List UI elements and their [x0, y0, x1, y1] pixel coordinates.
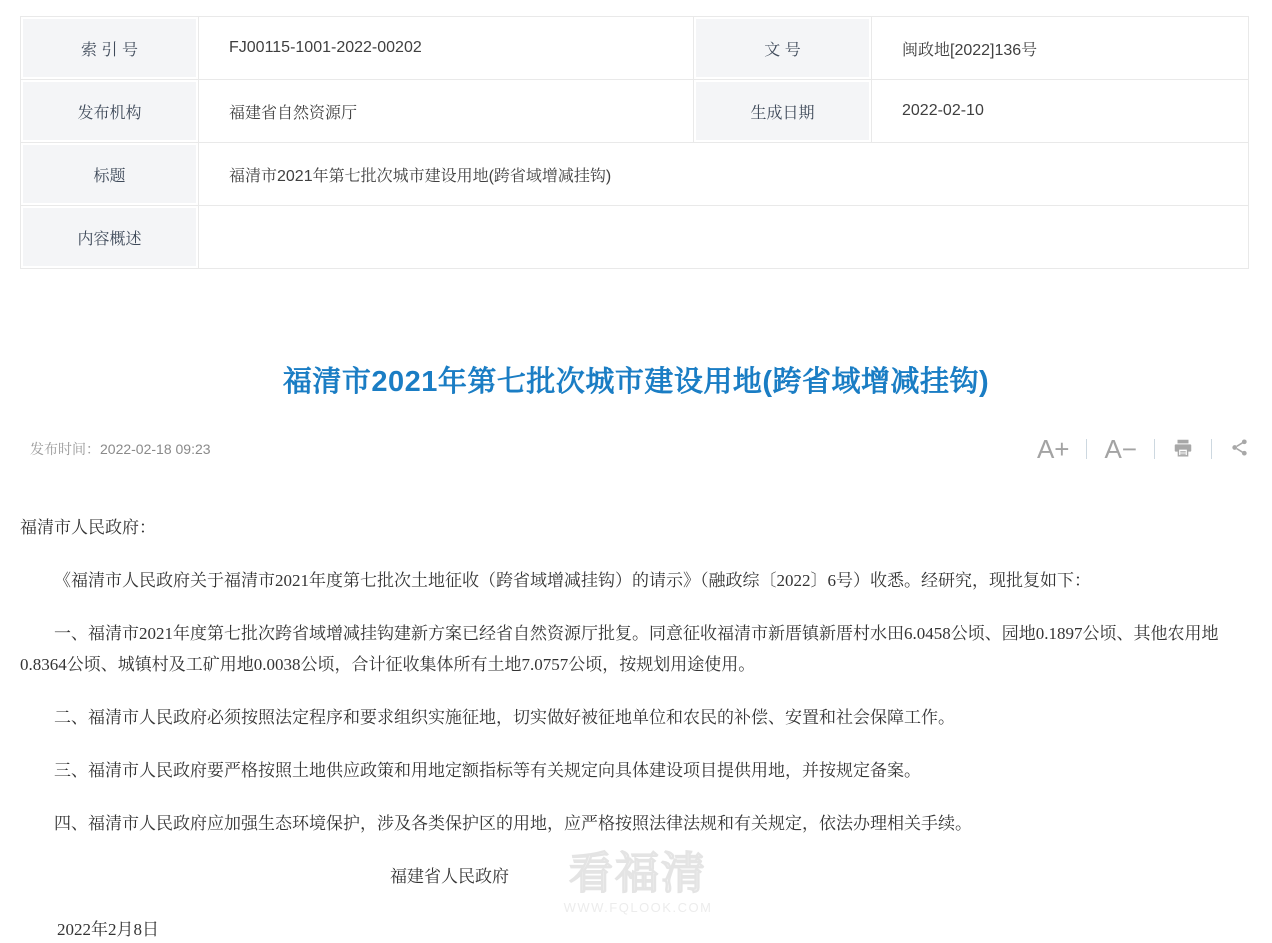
document-meta-table	[20, 16, 1249, 269]
watermark-url: WWW.FQLOOK.COM	[563, 900, 713, 915]
summary-label	[21, 206, 199, 269]
summary-value	[199, 206, 1249, 269]
article-body	[20, 500, 1250, 943]
publish-time-value: 2022-02-18 09:23	[100, 441, 211, 457]
body-paragraph: 一、福清市2021年度第七批次跨省域增减挂钩建新方案已经省自然资源厅批复。同意征收福清市新厝镇新厝村水田6.0458公顷、园地0.1897公顷、其他农用地0.8364公顷、城镇村及工矿用地0.0038公顷，合计征收集体所有土地7.0757公顷，按规划用途使用。	[20, 624, 1219, 674]
article-title: 福清市2021年第七批次城市建设用地(跨省域增减挂钩)	[282, 366, 990, 399]
doc-number-label	[694, 17, 872, 80]
toolbar-divider	[1211, 439, 1212, 459]
toolbar-divider	[1086, 439, 1087, 459]
toolbar-divider	[1154, 439, 1155, 459]
share-button[interactable]	[1229, 437, 1250, 461]
issue-date-value: 2022-02-10	[872, 80, 1249, 143]
doc-number-label-text: 文 号	[764, 41, 801, 59]
publisher-value: 福建省自然资源厅	[199, 80, 694, 143]
article-toolbar	[1037, 436, 1250, 462]
body-paragraph: 二、福清市人民政府必须按照法定程序和要求组织实施征地，切实做好被征地单位和农民的补偿、安置和社会保障工作。	[54, 708, 955, 727]
title-value: 福清市2021年第七批次城市建设用地(跨省域增减挂钩)	[199, 143, 1249, 206]
publish-bar	[30, 428, 1250, 470]
watermark-text: 看福清	[569, 849, 707, 898]
body-paragraph: 《福清市人民政府关于福清市2021年度第七批次土地征收（跨省域增减挂钩）的请示》（融政综〔2022〕6号）收悉。经研究，现批复如下：	[54, 571, 1091, 590]
publish-time-label: 发布时间：	[30, 441, 100, 457]
summary-label-text: 内容概述	[77, 230, 142, 248]
issue-date-label-text: 生成日期	[750, 104, 815, 122]
index-no-value: FJ00115-1001-2022-00202	[199, 17, 694, 80]
salutation: 福清市人民政府：	[20, 518, 156, 537]
title-label	[21, 143, 199, 206]
index-no-label	[21, 17, 199, 80]
publish-time	[30, 439, 211, 459]
title-label-text: 标题	[93, 167, 126, 185]
print-button[interactable]	[1172, 437, 1194, 462]
printer-icon	[1172, 437, 1194, 462]
body-paragraph: 三、福清市人民政府要严格按照土地供应政策和用地定额指标等有关规定向具体建设项目提供用地，并按规定备案。	[54, 761, 921, 780]
font-decrease-button[interactable]: A−	[1104, 434, 1137, 464]
font-increase-button[interactable]: A+	[1036, 434, 1070, 464]
index-no-label-text: 索 引 号	[81, 41, 138, 59]
body-paragraph: 四、福清市人民政府应加强生态环境保护，涉及各类保护区的用地，应严格按照法律法规和有关规定，依法办理相关手续。	[54, 814, 972, 833]
signature-date: 2022年2月8日	[57, 920, 159, 939]
share-icon	[1229, 437, 1250, 461]
publisher-label	[21, 80, 199, 143]
signature-line: 福建省人民政府	[390, 867, 509, 886]
issue-date-label	[694, 80, 872, 143]
publisher-label-text: 发布机构	[77, 104, 142, 122]
doc-number-value: 闽政地[2022]136号	[872, 17, 1249, 80]
